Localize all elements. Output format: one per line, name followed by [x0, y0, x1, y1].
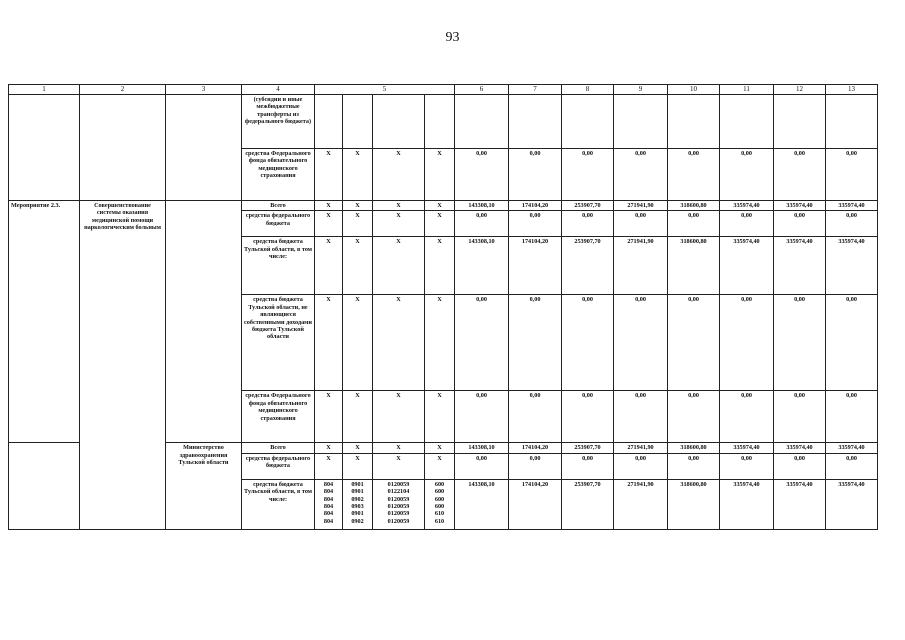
value-cell: 174104,20	[509, 237, 562, 295]
x-mark: X	[315, 391, 343, 443]
value-cell: 335974,40	[720, 201, 774, 211]
value-cell: 143308,10	[455, 479, 509, 529]
value-cell: 0,00	[668, 149, 720, 201]
measure-title: Совершенствование системы оказания медицинской помощи наркологическим больным	[80, 201, 166, 530]
x-mark: X	[343, 237, 373, 295]
x-mark: X	[373, 201, 425, 211]
vr-codes	[425, 479, 455, 529]
x-mark: X	[315, 295, 343, 391]
source-label: Всего	[242, 201, 315, 211]
column-header-12: 12	[774, 85, 826, 95]
value-cell: 0,00	[774, 211, 826, 237]
value-cell: 271941,90	[614, 443, 668, 453]
column-header-1: 1	[9, 85, 80, 95]
value-cell: 0,00	[562, 295, 614, 391]
column-header-3: 3	[166, 85, 242, 95]
value-cell: 0,00	[614, 391, 668, 443]
value-cell: 335974,40	[720, 479, 774, 529]
source-label: средства Федерального фонда обязательного медицинского страхования	[242, 391, 315, 443]
value-cell: 0,00	[509, 211, 562, 237]
column-number-row	[9, 85, 878, 95]
rzpr-code: 0901	[351, 480, 364, 488]
x-mark: X	[343, 453, 373, 479]
x-mark: X	[425, 453, 455, 479]
grbs-codes	[315, 479, 343, 529]
x-mark: X	[343, 391, 373, 443]
value-cell: 335974,40	[774, 443, 826, 453]
value-cell: 0,00	[720, 391, 774, 443]
value-cell: 0,00	[562, 149, 614, 201]
csr-code: 0120059	[387, 510, 410, 518]
value-cell: 318600,80	[668, 201, 720, 211]
value-cell: 335974,40	[720, 443, 774, 453]
source-label: средства бюджета Тульской области, в том числе:	[242, 237, 315, 295]
value-cell: 0,00	[455, 453, 509, 479]
value-cell: 253907,70	[562, 201, 614, 211]
value-cell: 335974,40	[826, 443, 878, 453]
value-cell: 0,00	[509, 391, 562, 443]
value-cell: 0,00	[509, 295, 562, 391]
x-mark: X	[315, 443, 343, 453]
value-cell: 335974,40	[774, 201, 826, 211]
value-cell: 0,00	[509, 149, 562, 201]
value-cell: 318600,80	[668, 237, 720, 295]
value-cell: 335974,40	[720, 237, 774, 295]
value-cell: 0,00	[826, 211, 878, 237]
cell-empty	[315, 95, 343, 149]
x-mark: X	[343, 295, 373, 391]
x-mark: X	[315, 237, 343, 295]
x-mark: X	[315, 201, 343, 211]
x-mark: X	[425, 237, 455, 295]
x-mark: X	[315, 211, 343, 237]
value-cell: 318600,80	[668, 479, 720, 529]
cell-empty	[9, 95, 80, 201]
value-cell: 335974,40	[826, 479, 878, 529]
value-cell: 0,00	[455, 149, 509, 201]
vr-code: 610	[434, 510, 445, 518]
column-header-8: 8	[562, 85, 614, 95]
value-cell: 0,00	[720, 295, 774, 391]
value-cell: 0,00	[668, 295, 720, 391]
x-mark: X	[373, 149, 425, 201]
value-cell: 0,00	[455, 211, 509, 237]
rzpr-code: 0903	[351, 503, 364, 511]
grbs-code: 804	[323, 495, 334, 503]
value-cell: 0,00	[614, 295, 668, 391]
x-mark: X	[373, 453, 425, 479]
source-label: средства федерального бюджета	[242, 211, 315, 237]
source-label: средства бюджета Тульской области, в том числе:	[242, 479, 315, 529]
source-label: Всего	[242, 443, 315, 453]
value-cell: 0,00	[826, 391, 878, 443]
source-label: средства Федерального фонда обязательного медицинского страхования	[242, 149, 315, 201]
x-mark: X	[343, 201, 373, 211]
value-cell: 0,00	[720, 211, 774, 237]
vr-code: 600	[434, 503, 445, 511]
cell-empty	[455, 95, 509, 149]
grbs-code: 804	[323, 488, 334, 496]
value-cell: 0,00	[826, 453, 878, 479]
x-mark: X	[425, 443, 455, 453]
value-cell: 0,00	[826, 149, 878, 201]
value-cell: 143308,10	[455, 443, 509, 453]
grbs-code: 804	[323, 517, 334, 525]
value-cell: 0,00	[720, 149, 774, 201]
value-cell: 0,00	[614, 149, 668, 201]
value-cell: 0,00	[774, 149, 826, 201]
source-label: (субсидии и иные межбюджетные трансферты из федерального бюджета)	[242, 95, 315, 149]
x-mark: X	[425, 391, 455, 443]
rzpr-code: 0901	[351, 488, 364, 496]
rzpr-code: 0902	[351, 495, 364, 503]
value-cell: 0,00	[562, 211, 614, 237]
value-cell: 0,00	[614, 453, 668, 479]
cell-empty	[774, 95, 826, 149]
x-mark: X	[373, 295, 425, 391]
x-mark: X	[425, 201, 455, 211]
value-cell: 271941,90	[614, 201, 668, 211]
cell-empty	[562, 95, 614, 149]
rzpr-code: 0902	[351, 517, 364, 525]
column-header-6: 6	[455, 85, 509, 95]
x-mark: X	[343, 443, 373, 453]
value-cell: 0,00	[455, 295, 509, 391]
vr-code: 600	[434, 480, 445, 488]
x-mark: X	[343, 149, 373, 201]
cell-empty	[343, 95, 373, 149]
value-cell: 0,00	[826, 295, 878, 391]
cell-empty	[826, 95, 878, 149]
value-cell: 253907,70	[562, 443, 614, 453]
value-cell: 0,00	[668, 211, 720, 237]
grbs-code: 804	[323, 480, 334, 488]
rzpr-codes	[343, 479, 373, 529]
value-cell: 0,00	[774, 391, 826, 443]
value-cell: 0,00	[614, 211, 668, 237]
cell-empty	[373, 95, 425, 149]
value-cell: 0,00	[562, 453, 614, 479]
column-header-11: 11	[720, 85, 774, 95]
value-cell: 174104,20	[509, 201, 562, 211]
budget-table	[8, 84, 878, 530]
x-mark: X	[373, 237, 425, 295]
column-header-5: 5	[315, 85, 455, 95]
cell-empty	[9, 443, 80, 529]
value-cell: 174104,20	[509, 479, 562, 529]
ministry-name: Министерство здравоохранения Тульской области	[166, 443, 242, 529]
cell-empty	[425, 95, 455, 149]
cell-empty	[80, 95, 166, 201]
value-cell: 253907,70	[562, 237, 614, 295]
cell-empty	[166, 95, 242, 201]
vr-code: 600	[434, 495, 445, 503]
value-cell: 0,00	[668, 391, 720, 443]
grbs-code: 804	[323, 503, 334, 511]
cell-empty	[614, 95, 668, 149]
x-mark: X	[343, 211, 373, 237]
x-mark: X	[373, 443, 425, 453]
csr-code: 0120059	[387, 495, 410, 503]
x-mark: X	[373, 391, 425, 443]
x-mark: X	[373, 211, 425, 237]
column-header-7: 7	[509, 85, 562, 95]
csr-codes	[373, 479, 425, 529]
value-cell: 0,00	[774, 453, 826, 479]
cell-empty	[166, 201, 242, 443]
value-cell: 143308,10	[455, 237, 509, 295]
x-mark: X	[315, 453, 343, 479]
table-row	[9, 201, 878, 211]
vr-code: 600	[434, 488, 445, 496]
source-label: средства бюджета Тульской области, не являющиеся собственными доходами бюджета Тульской области	[242, 295, 315, 391]
csr-code: 0120059	[387, 503, 410, 511]
source-label: средства федерального бюджета	[242, 453, 315, 479]
value-cell: 0,00	[720, 453, 774, 479]
value-cell: 174104,20	[509, 443, 562, 453]
cell-empty	[668, 95, 720, 149]
csr-code: 0122104	[387, 488, 410, 496]
table-row	[9, 95, 878, 149]
value-cell: 335974,40	[774, 479, 826, 529]
csr-code: 0120059	[387, 480, 410, 488]
value-cell: 0,00	[774, 295, 826, 391]
rzpr-code: 0901	[351, 510, 364, 518]
value-cell: 335974,40	[826, 237, 878, 295]
cell-empty	[509, 95, 562, 149]
column-header-2: 2	[80, 85, 166, 95]
value-cell: 0,00	[668, 453, 720, 479]
x-mark: X	[425, 149, 455, 201]
vr-code: 610	[434, 517, 445, 525]
value-cell: 318600,80	[668, 443, 720, 453]
value-cell: 0,00	[509, 453, 562, 479]
value-cell: 0,00	[562, 391, 614, 443]
column-header-9: 9	[614, 85, 668, 95]
column-header-13: 13	[826, 85, 878, 95]
cell-empty	[720, 95, 774, 149]
value-cell: 253907,70	[562, 479, 614, 529]
value-cell: 0,00	[455, 391, 509, 443]
x-mark: X	[425, 295, 455, 391]
value-cell: 335974,40	[826, 201, 878, 211]
grbs-code: 804	[323, 510, 334, 518]
column-header-10: 10	[668, 85, 720, 95]
value-cell: 271941,90	[614, 237, 668, 295]
page-number: 93	[445, 30, 460, 45]
value-cell: 271941,90	[614, 479, 668, 529]
column-header-4: 4	[242, 85, 315, 95]
value-cell: 335974,40	[774, 237, 826, 295]
value-cell: 143308,10	[455, 201, 509, 211]
measure-number: Мероприятие 2.3.	[9, 201, 80, 443]
x-mark: X	[315, 149, 343, 201]
x-mark: X	[425, 211, 455, 237]
csr-code: 0120059	[387, 517, 410, 525]
